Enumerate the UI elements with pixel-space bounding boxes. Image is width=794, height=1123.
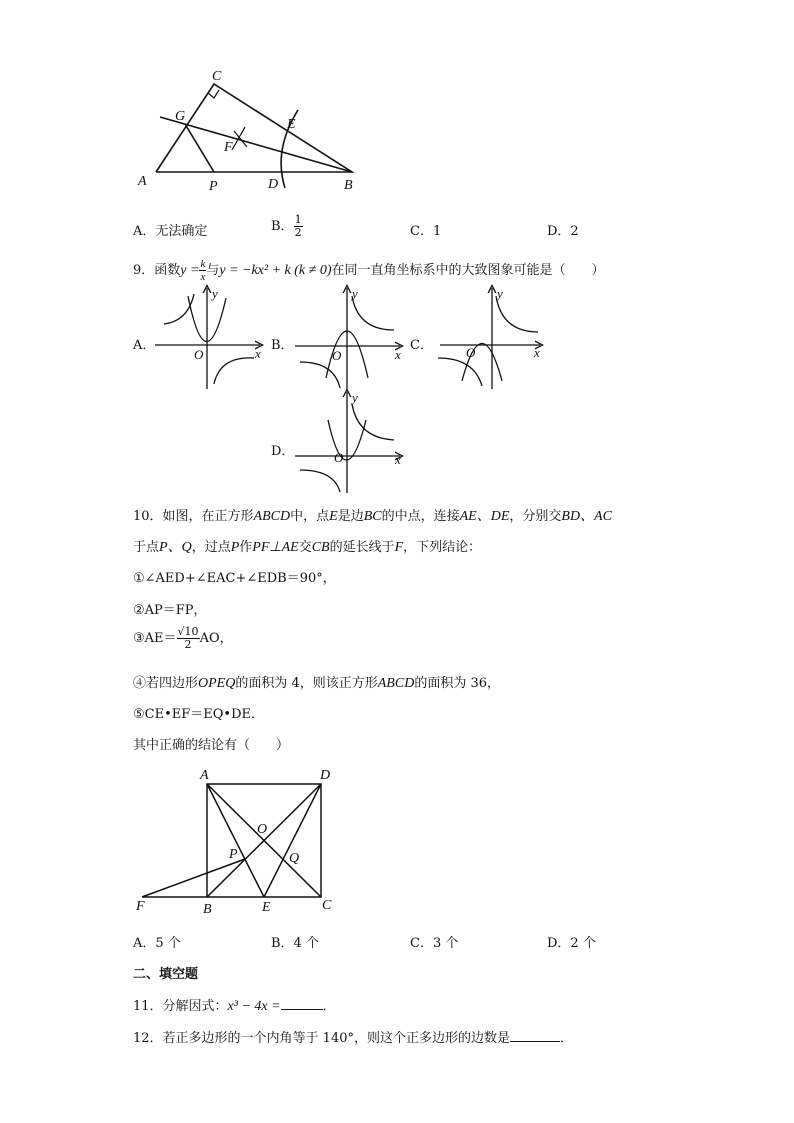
svg-text:x: x: [395, 452, 401, 467]
q10-option-a[interactable]: A．5 个: [133, 936, 181, 951]
segment-DE: [264, 784, 321, 897]
svg-text:x: x: [255, 346, 261, 361]
sq-label-O: O: [257, 822, 268, 837]
segment-PF: [142, 859, 245, 897]
svg-text:O: O: [466, 345, 476, 360]
sq-label-E: E: [262, 900, 271, 915]
q8-option-c[interactable]: C．1: [410, 224, 442, 239]
q9-option-d[interactable]: D．: [271, 444, 295, 459]
label-B: B: [344, 178, 353, 193]
sq-label-A: A: [200, 768, 209, 783]
q8-option-b[interactable]: [271, 214, 303, 239]
svg-text:O: O: [334, 450, 344, 465]
sq-label-F: F: [136, 899, 145, 914]
label-F: F: [224, 140, 233, 155]
q10-conclusion-4: ④若四边形OPEQ的面积为 4，则该正方形ABCD的面积为 36，: [133, 676, 500, 691]
q11: 11．分解因式：x³ − 4x = ．: [133, 995, 336, 1015]
q10-stem-line1: 10．如图，在正方形ABCD中，点E是边BC的中点，连接AE、DE，分别交BD、AC: [133, 509, 612, 524]
hyperbola-upper-right: [352, 296, 394, 330]
svg-text:y: y: [497, 286, 503, 301]
triangle-edges: [156, 84, 352, 172]
svg-text:y: y: [352, 286, 358, 301]
svg-text:y: y: [212, 286, 218, 301]
q12-answer-blank[interactable]: [510, 1028, 560, 1042]
q9-graph-d: [290, 390, 420, 495]
label-G: G: [175, 109, 186, 124]
label-P: P: [209, 179, 218, 194]
q11-answer-blank[interactable]: [281, 996, 323, 1010]
square-ABCD: [207, 784, 321, 897]
sq-label-D: D: [320, 768, 331, 783]
q8-option-a[interactable]: A．无法确定: [133, 224, 208, 239]
q10-stem-line2: 于点P、Q，过点P作PF⊥AE交CB的延长线于F，下列结论：: [133, 540, 482, 555]
hyperbola-upper-right: [352, 404, 394, 440]
q8-option-b-fraction: $\frac{1}{2}$: [294, 213, 302, 239]
q10-conclusion-5: ⑤CE•EF＝EQ•DE．: [133, 707, 264, 722]
diagonal-AC: [207, 784, 321, 897]
extended-line-GB: [160, 117, 352, 172]
hyperbola-lower-left: [300, 470, 340, 492]
q9-option-b[interactable]: B．: [271, 338, 294, 353]
svg-text:y: y: [352, 390, 358, 405]
q10-option-c[interactable]: C．3 个: [410, 936, 459, 951]
section-title-fill-in: 二、填空题: [133, 967, 199, 982]
hyperbola-lower-left: [438, 358, 482, 386]
q9-stem: 9．函数y = $\frac{k}{x}$ 与y = −kx² + k (k ≠ 0)在同一直角坐标系中的大致图象可能是（ ）: [133, 258, 605, 283]
q8-option-d[interactable]: D．2: [547, 224, 579, 239]
sq-label-C: C: [322, 898, 332, 913]
q9-graph-c: [430, 286, 570, 391]
q10-conclusion-2: ②AP＝FP，: [133, 603, 207, 618]
label-A: A: [138, 174, 147, 189]
hyperbola-lower-left: [300, 362, 340, 388]
diagonal-BD: [207, 784, 321, 897]
q10-option-d[interactable]: D．2 个: [547, 936, 596, 951]
q8-triangle-figure: [0, 0, 794, 200]
label-D: D: [268, 177, 279, 192]
q9-option-c[interactable]: C．: [410, 338, 433, 353]
hyperbola-upper-right: [496, 296, 538, 332]
label-C: C: [212, 69, 222, 84]
q10-conclusion-3: ③AE＝ $\frac{√10}{2}$ AO，: [133, 625, 233, 651]
svg-text:O: O: [332, 348, 342, 363]
label-E: E: [287, 117, 296, 132]
hyperbola-lower-right: [214, 358, 254, 384]
svg-text:x: x: [395, 347, 401, 362]
segment-AE: [207, 784, 264, 897]
q10-option-b[interactable]: B．4 个: [271, 936, 319, 951]
q10-conclusion-1: ①∠AED+∠EAC+∠EDB＝90°，: [133, 571, 336, 586]
q8-option-b-label: B．: [271, 219, 294, 234]
svg-text:O: O: [194, 347, 204, 362]
sq-label-P: P: [229, 847, 238, 862]
q9-graph-b: [290, 286, 420, 391]
q9-graph-a: [150, 286, 280, 391]
q9-option-a[interactable]: A．: [133, 338, 156, 353]
q12: 12．若正多边形的一个内角等于 140°，则这个正多边形的边数是 ．: [133, 1027, 573, 1046]
svg-text:x: x: [534, 345, 540, 360]
sq-label-Q: Q: [289, 851, 300, 866]
q10-question: 其中正确的结论有（ ）: [133, 738, 290, 753]
hyperbola-upper-left: [164, 294, 194, 324]
sq-label-B: B: [203, 902, 212, 917]
